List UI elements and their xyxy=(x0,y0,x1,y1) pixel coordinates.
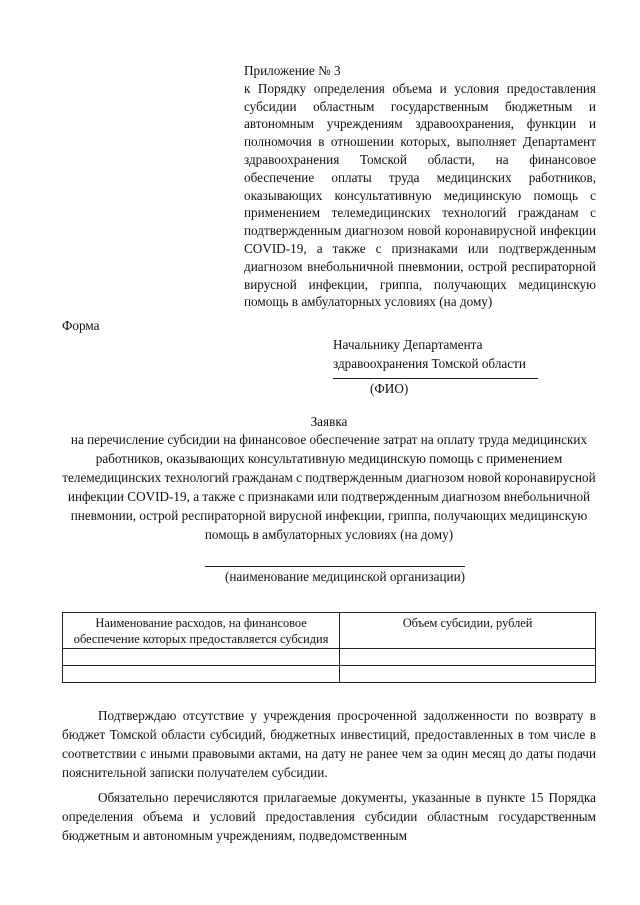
subsidy-table xyxy=(62,612,596,683)
organization-name-line xyxy=(205,566,465,567)
fio-caption: (ФИО) xyxy=(370,381,409,396)
confirmation-paragraph: Подтверждаю отсутствие у учреждения просроченной задолженности по возврату в бюджет Томской области субсидий, бюджетных инвестиций, предоставленных в том числе в соответствии с иными правовыми актами, на дату не ранее чем за один месяц до даты подачи пояснительной записки получателем субсидии. xyxy=(62,708,596,780)
table-row xyxy=(63,666,596,683)
annex-text: к Порядку определения объема и условия предоставления субсидии областным государственным бюджетным и автономным учреждениям здравоохранения, функции и полномочия в отношении которых, выполняет Департамент здравоохранения Томской области, на финансовое обеспечение оплаты труда медицинских работников, оказывающих консультативную медицинскую помощь с применением телемедицинских технологий гражданам с подтвержденным диагнозом новой коронавирусной инфекции COVID-19, а также с признаками или подтвержденным диагнозом внебольничной пневмонии, острой респираторной вирусной инфекции, гриппа, получающих медицинскую помощь в амбулаторных условиях (на дому) xyxy=(244,80,596,310)
addressee-line-2: здравоохранения Томской области xyxy=(333,356,526,371)
annex-block xyxy=(244,62,596,311)
request-text: на перечисление субсидии на финансовое обеспечение затрат на оплату труда медицинских работников, оказывающих консультативную медицинскую помощь с применением телемедицинских технологий гражданам с подтвержденным диагнозом новой коронавирусной инфекции COVID-19, а также с признаками или подтвержденным диагнозом внебольничной пневмонии, острой респираторной вирусной инфекции, гриппа, получающих медицинскую помощь в амбулаторных условиях (на дому) xyxy=(62,432,596,542)
table-row xyxy=(63,649,596,666)
organization-caption: (наименование медицинской организации) xyxy=(224,569,466,584)
header-subsidy-amount: Объем субсидии, рублей xyxy=(340,613,596,649)
table-cell xyxy=(340,666,596,683)
table-cell xyxy=(63,666,340,683)
addressee-line-1: Начальнику Департамента xyxy=(333,337,483,352)
addressee-block xyxy=(333,335,526,373)
annex-title: Приложение № 3 xyxy=(244,63,341,78)
attachments-paragraph: Обязательно перечисляются прилагаемые документы, указанные в пункте 15 Порядка определения объема и условий предоставления субсидии областным государственным бюджетным и автономным учреждениям, подведомственным xyxy=(62,790,596,843)
table-cell xyxy=(340,649,596,666)
table-header-row xyxy=(63,613,596,649)
table-cell xyxy=(63,649,340,666)
request-title: Заявка xyxy=(310,414,348,429)
fio-signature-line xyxy=(333,378,538,379)
form-label: Форма xyxy=(62,318,100,333)
header-expense-name: Наименование расходов, на финансовое обеспечение которых предоставляется субсидия xyxy=(63,613,340,649)
